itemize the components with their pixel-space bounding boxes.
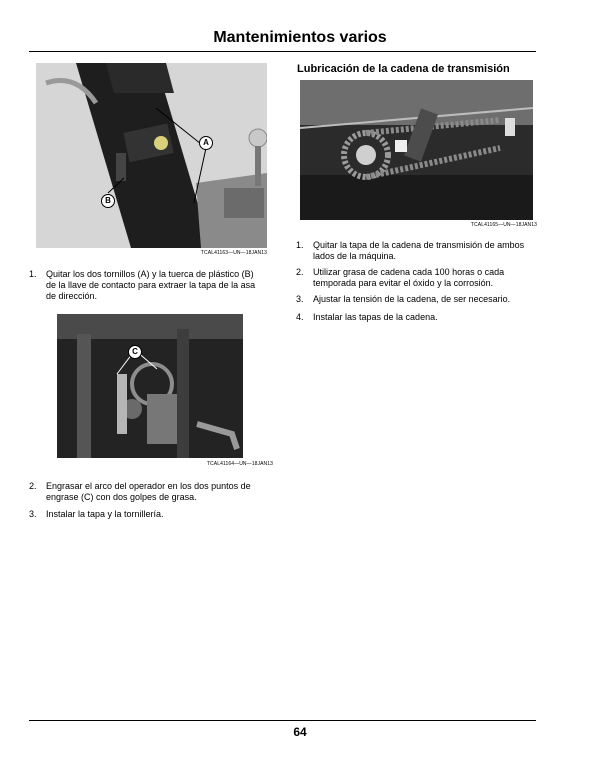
step-2: 2. Engrasar el arco del operador en los dos puntos de engrase (C) con dos golpes de grasa. [29,481,251,502]
callout-a: A [199,136,213,150]
step-3: 3. Instalar la tapa y la tornillería. [29,509,164,519]
drive-chain-photo [300,80,533,220]
operator-arc-photo [57,314,243,458]
figure-caption: TCAL41164—UN—18JAN13 [206,461,273,467]
page-number: 64 [293,725,307,739]
chain-step-1: 1. Quitar la tapa de la cadena de transmisión de ambos lados de la máquina. [296,240,525,261]
callout-b: B [101,194,115,208]
section-heading: Lubricación de la cadena de transmisión [297,63,510,75]
chain-step-2: 2. Utilizar grasa de cadena cada 100 horas o cada temporada para evitar el óxido y la corrosión. [296,267,505,288]
header-rule [29,51,536,52]
figure-caption: TCAL41163—UN—18JAN13 [200,250,267,256]
figure-caption: TCAL41165—UN—18JAN13 [470,222,537,228]
handle-cover-photo [36,63,267,248]
footer-rule [29,720,536,721]
chain-step-4: 4. Instalar las tapas de la cadena. [296,312,438,322]
chain-step-3: 3. Ajustar la tensión de la cadena, de ser necesario. [296,294,511,304]
step-1: 1. Quitar los dos tornillos (A) y la tuerca de plástico (B) de la llave de contacto para extraer la tapa de la asa de dirección. [29,269,256,301]
page-title: Mantenimientos varios [213,29,387,46]
callout-c: C [128,345,142,359]
